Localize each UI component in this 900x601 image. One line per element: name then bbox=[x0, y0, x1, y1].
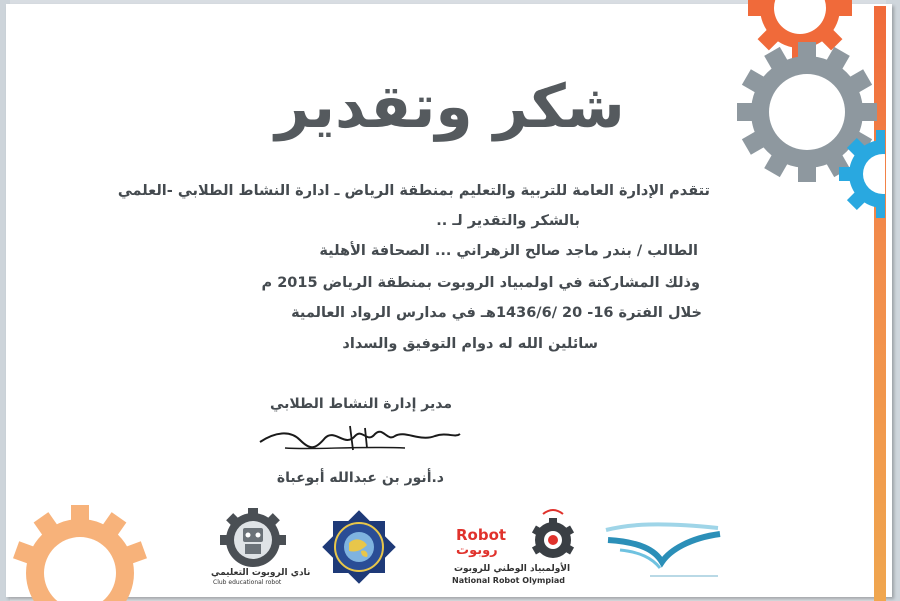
signatory-title: مدير إدارة النشاط الطلابي bbox=[269, 396, 452, 412]
body-line: تتقدم الإدارة العامة للتربية والتعليم بمنطقة الرياض ـ ادارة النشاط الطلابي -العلمي bbox=[117, 183, 710, 199]
body-line: خلال الفترة 16- 20 /1436/6هـ في مدارس الرواد العالمية bbox=[291, 305, 702, 321]
national-robot-olympiad-logo bbox=[448, 508, 588, 588]
body-line: بالشكر والتقدير لـ .. bbox=[436, 213, 580, 229]
signature-image bbox=[255, 420, 465, 460]
robotics-club-logo bbox=[203, 508, 311, 586]
olympiad-name-en: National Robot Olympiad bbox=[452, 576, 565, 585]
signatory-name: د.أنور بن عبدالله أبوعباة bbox=[276, 470, 444, 486]
olympiad-name-ar: الأولمبياد الوطني للروبوت bbox=[454, 564, 571, 574]
robot-gear-icon bbox=[203, 508, 303, 570]
robot-word-ar: روبوت bbox=[456, 543, 498, 558]
gear-blue-icon bbox=[835, 130, 885, 220]
ministry-education-logo bbox=[600, 520, 725, 580]
club-name-en: Club educational robot bbox=[213, 579, 282, 586]
club-name-ar: نادي الروبوت التعليمي bbox=[211, 568, 311, 578]
international-school-emblem bbox=[318, 508, 400, 586]
robot-word-en: Robot bbox=[456, 526, 507, 544]
gear-light-orange-bottom-icon bbox=[8, 495, 148, 601]
certificate-title: شكر وتقدير bbox=[275, 72, 625, 142]
body-line: وذلك المشاركتة في اولمبياد الروبوت بمنطقة الرياض 2015 م bbox=[261, 275, 700, 291]
robot-head-gear-icon bbox=[528, 508, 578, 564]
body-line: الطالب / بندر ماجد صالح الزهراني ... الصحافة الأهلية bbox=[319, 243, 698, 259]
body-line: سائلين الله له دوام التوفيق والسداد bbox=[342, 336, 598, 352]
